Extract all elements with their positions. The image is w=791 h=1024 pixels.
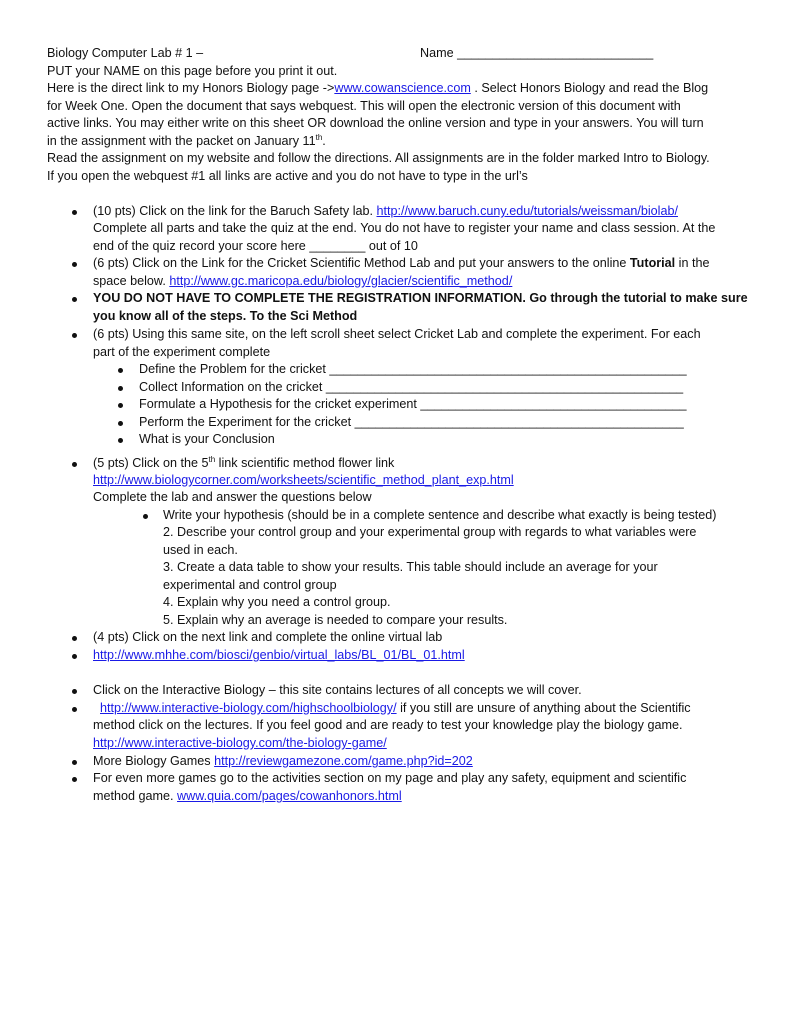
reviewgamezone-link[interactable]: http://reviewgamezone.com/game.php?id=202 <box>214 754 473 768</box>
maricopa-link[interactable]: http://www.gc.maricopa.edu/biology/glacier/scientific_method/ <box>169 274 513 288</box>
bullet-icon <box>72 689 77 694</box>
cricket-subitem: Perform the Experiment for the cricket _______________________________________________ <box>139 415 684 429</box>
mhhe-link[interactable]: http://www.mhhe.com/biosci/genbio/virtual_labs/BL_01/BL_01.html <box>93 648 465 662</box>
intro-line-2: Here is the direct link to my Honors Biology page ->www.cowanscience.com . Select Honors Biology and read the Blog <box>47 81 709 95</box>
bullet-icon <box>72 654 77 659</box>
intro-line-1: PUT your NAME on this page before you print it out. <box>47 64 338 78</box>
flower-line-2 <box>93 472 514 490</box>
virtual-lab-line-1: (4 pts) Click on the next link and complete the online virtual lab <box>93 630 443 644</box>
baruch-link[interactable]: http://www.baruch.cuny.edu/tutorials/weissman/biolab/ <box>376 204 678 218</box>
even-more-line-1: For even more games go to the activities section on my page and play any safety, equipment and scientific <box>93 771 687 785</box>
registration-line-2: you know all of the steps. To the Sci Method <box>93 309 358 323</box>
flower-question-3b: experimental and control group <box>163 578 337 592</box>
bullet-icon <box>72 760 77 765</box>
bullet-icon <box>118 368 123 373</box>
cricket-tutorial-line-1: (6 pts) Click on the Link for the Cricket Scientific Method Lab and put your answers to the online Tutorial in the <box>93 256 710 270</box>
bullet-icon <box>72 297 77 302</box>
intro-line-5: in the assignment with the packet on January 11th. <box>47 132 326 148</box>
biology-game-link[interactable]: http://www.interactive-biology.com/the-biology-game/ <box>93 736 387 750</box>
interactive-line-1: Click on the Interactive Biology – this site contains lectures of all concepts we will cover. <box>93 683 582 697</box>
intro-line-3: for Week One. Open the document that says webquest. This will open the electronic version of this document with <box>47 99 681 113</box>
flower-line-3: Complete the lab and answer the questions below <box>93 490 372 504</box>
bullet-icon <box>72 462 77 467</box>
cricket-tutorial-line-2: space below. http://www.gc.maricopa.edu/biology/glacier/scientific_method/ <box>93 274 513 288</box>
document-title: Biology Computer Lab # 1 – <box>47 46 204 60</box>
bullet-icon <box>118 386 123 391</box>
bullet-icon <box>72 777 77 782</box>
bullet-icon <box>72 210 77 215</box>
flower-line-1: (5 pts) Click on the 5th link scientific method flower link <box>93 454 395 470</box>
cricket-subitem: Collect Information on the cricket ___________________________________________________ <box>139 380 684 394</box>
name-blank: ____________________________ <box>457 46 654 60</box>
bullet-icon <box>72 636 77 641</box>
even-more-line-2: method game. www.quia.com/pages/cowanhonors.html <box>93 789 402 803</box>
bullet-icon <box>72 333 77 338</box>
name-label: Name <box>420 46 454 60</box>
cricket-subitem: What is your Conclusion <box>139 432 275 446</box>
more-games-line: More Biology Games http://reviewgamezone.com/game.php?id=202 <box>93 754 473 768</box>
intro-line-7: If you open the webquest #1 all links are active and you do not have to type in the url’s <box>47 169 528 183</box>
cricket-lab-line-1: (6 pts) Using this same site, on the left scroll sheet select Cricket Lab and complete the experiment. For each <box>93 327 701 341</box>
cricket-subitem: Formulate a Hypothesis for the cricket experiment ______________________________________ <box>139 397 687 411</box>
bullet-icon <box>118 403 123 408</box>
bullet-icon <box>118 438 123 443</box>
baruch-line-1: (10 pts) Click on the link for the Baruch Safety lab. http://www.baruch.cuny.edu/tutorials/weissman/biolab/ <box>93 204 678 218</box>
interactive-biology-hs-link[interactable]: http://www.interactive-biology.com/highschoolbiology/ <box>100 701 397 715</box>
quia-link[interactable]: www.quia.com/pages/cowanhonors.html <box>177 789 402 803</box>
interactive-line-2: http://www.interactive-biology.com/highschoolbiology/ if you still are unsure of anything about the Scientific <box>100 701 691 715</box>
biologycorner-link[interactable]: http://www.biologycorner.com/worksheets/scientific_method_plant_exp.html <box>93 473 514 487</box>
bullet-icon <box>72 707 77 712</box>
flower-question-3a: 3. Create a data table to show your results. This table should include an average for your <box>163 560 658 574</box>
name-field[interactable] <box>420 45 653 63</box>
flower-question-4: 4. Explain why you need a control group. <box>163 595 391 609</box>
interactive-line-4 <box>93 735 387 753</box>
flower-question-5: 5. Explain why an average is needed to compare your results. <box>163 613 508 627</box>
intro-line-4: active links. You may either write on this sheet OR download the online version and type in your answers. You will turn <box>47 116 704 130</box>
cricket-lab-line-2: part of the experiment complete <box>93 345 271 359</box>
bullet-icon <box>72 262 77 267</box>
bullet-icon <box>143 514 148 519</box>
cricket-subitem: Define the Problem for the cricket ___________________________________________________ <box>139 362 687 376</box>
intro-line-6: Read the assignment on my website and follow the directions. All assignments are in the folder marked Intro to Biology. <box>47 151 710 165</box>
flower-question-2b: used in each. <box>163 543 238 557</box>
interactive-line-3: method click on the lectures. If you feel good and are ready to test your knowledge play the biology game. <box>93 718 683 732</box>
virtual-lab-line-2 <box>93 647 465 665</box>
baruch-line-2: Complete all parts and take the quiz at the end. You do not have to register your name and class session. At the <box>93 221 716 235</box>
registration-line-1: YOU DO NOT HAVE TO COMPLETE THE REGISTRATION INFORMATION. Go through the tutorial to make sure <box>93 291 748 305</box>
cowanscience-link[interactable]: www.cowanscience.com <box>334 81 471 95</box>
flower-question-1: Write your hypothesis (should be in a complete sentence and describe what exactly is being tested) <box>163 508 717 522</box>
bullet-icon <box>118 421 123 426</box>
baruch-line-3: end of the quiz record your score here ________ out of 10 <box>93 239 418 253</box>
flower-question-2a: 2. Describe your control group and your experimental group with regards to what variables were <box>163 525 697 539</box>
